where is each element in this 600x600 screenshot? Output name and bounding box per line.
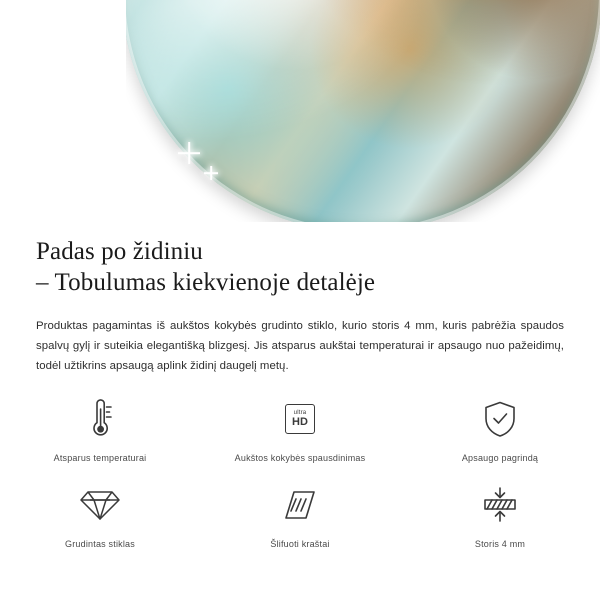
description-paragraph: Produktas pagamintas iš aukštos kokybės grudinto stiklo, kurio storis 4 mm, kuris pabrėžia spaudos spalvų gylį ir suteikia elegantišką blizgesį. Jis atsparus aukštai temperaturai ir apsaugo nuo pažeidimų, todėl užtikrins apsaugą aplink židinį daugelį metų. xyxy=(36,320,564,372)
ultra-hd-badge-top: ultra xyxy=(293,410,307,416)
feature-label: Grudintas stiklas xyxy=(65,539,135,549)
feature-label: Atsparus temperaturai xyxy=(53,453,147,463)
feature-item-tempered-glass xyxy=(0,478,200,550)
feature-item-print-quality xyxy=(200,392,400,464)
thickness-icon xyxy=(477,482,523,528)
page-title xyxy=(0,222,600,298)
text-content xyxy=(0,222,600,376)
hero-left-margin xyxy=(0,0,126,222)
glass-edge-highlight xyxy=(122,0,600,222)
diamond-icon xyxy=(77,482,123,528)
feature-label: Storis 4 mm xyxy=(474,539,526,549)
feature-label: Aukštos kokybės spausdinimas xyxy=(234,453,366,463)
headline-line-2: – Tobulumas kiekvienoje detalėje xyxy=(36,269,376,296)
feature-item-surface-protection xyxy=(400,392,600,464)
thermometer-icon xyxy=(77,396,123,442)
feature-item-thickness xyxy=(400,478,600,550)
ultra-hd-badge-bottom: HD xyxy=(292,416,308,428)
polished-edges-icon xyxy=(277,482,323,528)
hero-image xyxy=(0,0,600,222)
headline-line-1: Padas po židiniu xyxy=(36,238,203,265)
ultra-hd-icon xyxy=(277,396,323,442)
shield-check-icon xyxy=(477,396,523,442)
feature-label: Apsaugo pagrindą xyxy=(461,453,539,463)
feature-grid xyxy=(0,392,600,550)
feature-label: Šlifuoti kraštai xyxy=(270,539,330,549)
feature-item-polished-edges xyxy=(200,478,400,550)
marble-glass-board-image xyxy=(122,0,600,222)
feature-item-temperature xyxy=(0,392,200,464)
